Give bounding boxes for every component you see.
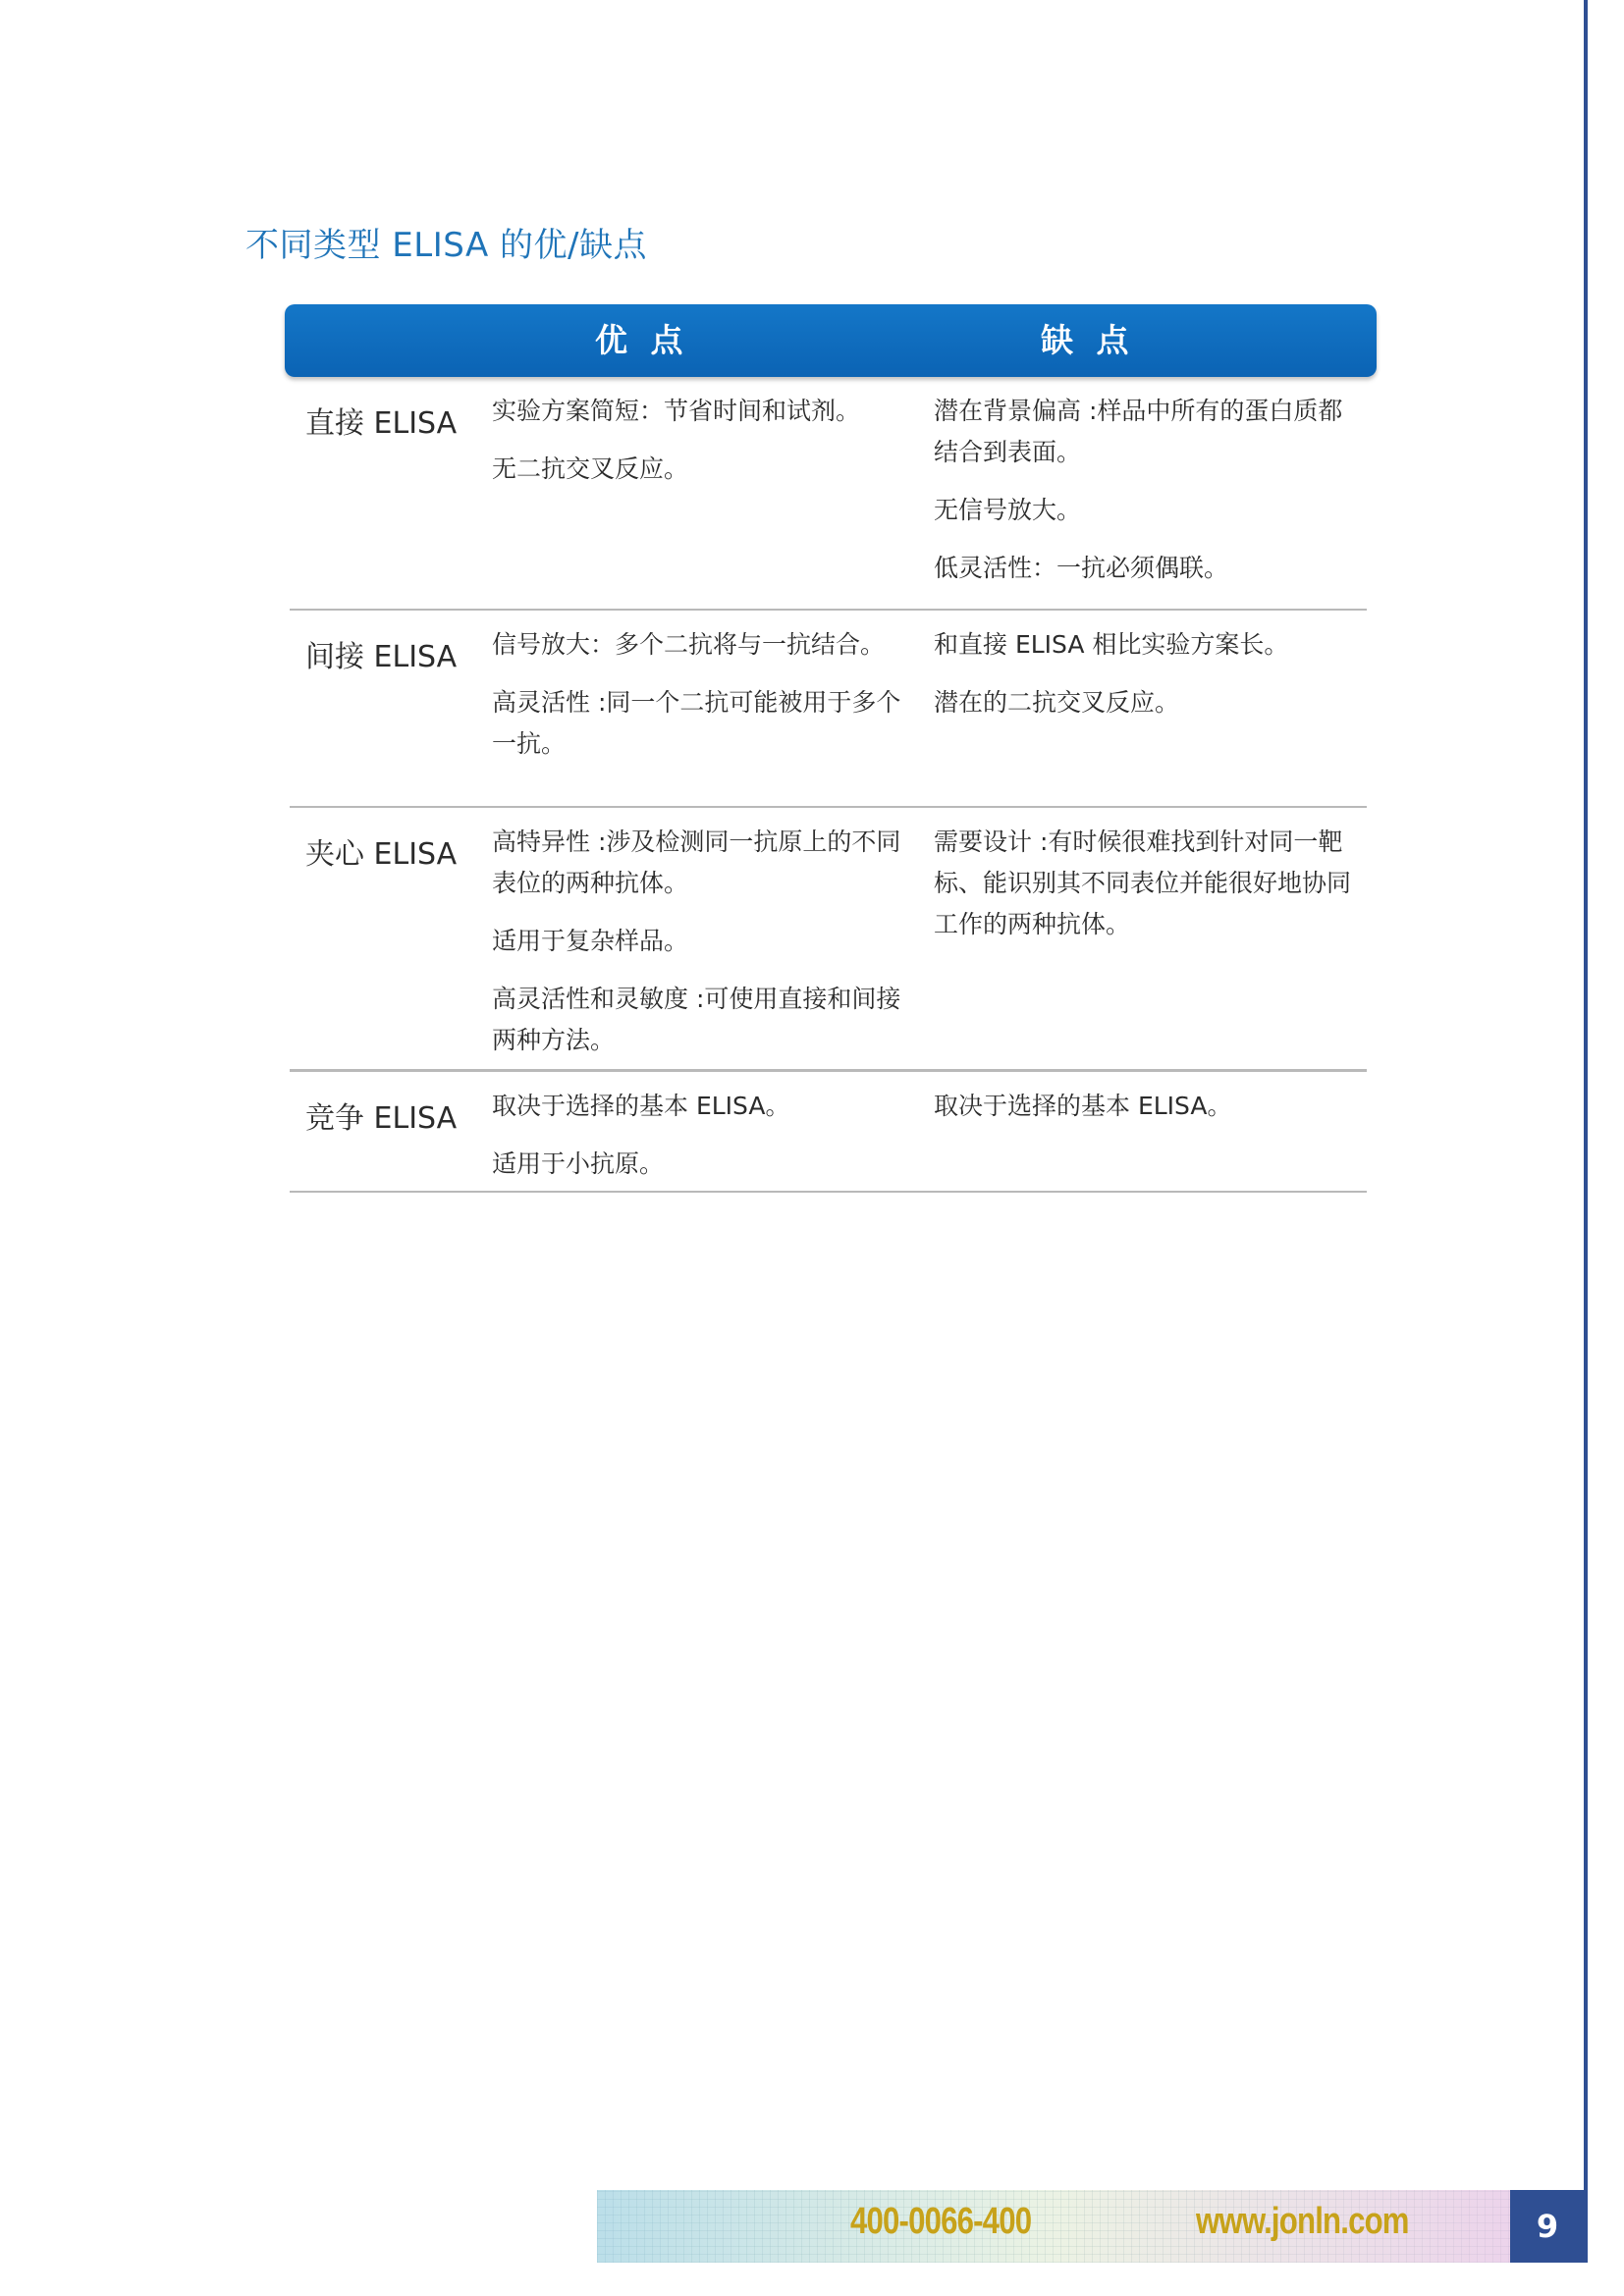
table-row-indirect xyxy=(290,611,1367,808)
pros-cell xyxy=(492,624,914,765)
cons-cell xyxy=(934,391,1356,589)
pros-item: 适用于复杂样品。 xyxy=(492,927,689,955)
cons-item: 低灵活性：一抗必须偶联。 xyxy=(934,554,1229,582)
elisa-type: 竞争 ELISA xyxy=(305,1101,458,1136)
table-row-direct xyxy=(290,377,1367,611)
cons-cell xyxy=(934,624,1356,723)
pros-cell xyxy=(492,391,914,490)
header-cons: 缺 点 xyxy=(1041,321,1135,359)
elisa-type: 夹心 ELISA xyxy=(305,837,458,872)
header-pros: 优 点 xyxy=(595,321,689,359)
cons-item: 潜在背景偏高 :样品中所有的蛋白质都结合到表面。 xyxy=(934,397,1343,466)
page-edge-rule xyxy=(1584,0,1588,2263)
pros-item: 适用于小抗原。 xyxy=(492,1149,665,1178)
pros-item: 取决于选择的基本 ELISA。 xyxy=(492,1092,790,1120)
comparison-table xyxy=(290,377,1367,1193)
pros-item: 高灵活性和灵敏度 :可使用直接和间接两种方法。 xyxy=(492,985,901,1054)
pros-cell xyxy=(492,1086,914,1185)
section-title: 不同类型 ELISA 的优/缺点 xyxy=(245,226,647,265)
cons-item: 和直接 ELISA 相比实验方案长。 xyxy=(934,630,1289,659)
page-number: 9 xyxy=(1510,2190,1585,2263)
pros-item: 高特异性 :涉及检测同一抗原上的不同表位的两种抗体。 xyxy=(492,828,901,897)
pros-item: 高灵活性 :同一个二抗可能被用于多个一抗。 xyxy=(492,688,901,758)
elisa-type: 间接 ELISA xyxy=(305,640,458,674)
pros-item: 实验方案简短：节省时间和试剂。 xyxy=(492,397,861,425)
cons-cell xyxy=(934,822,1356,945)
footer-website: www.jonln.com xyxy=(1196,2201,1409,2242)
table-row-competitive xyxy=(290,1072,1367,1193)
table-header xyxy=(285,304,1377,377)
elisa-type: 直接 ELISA xyxy=(305,406,458,441)
cons-cell xyxy=(934,1086,1356,1127)
footer-phone: 400-0066-400 xyxy=(850,2201,1032,2242)
pros-cell xyxy=(492,822,914,1061)
cons-item: 取决于选择的基本 ELISA。 xyxy=(934,1092,1232,1120)
cons-item: 无信号放大。 xyxy=(934,496,1082,524)
cons-item: 潜在的二抗交叉反应。 xyxy=(934,688,1180,717)
pros-item: 无二抗交叉反应。 xyxy=(492,454,689,483)
pros-item: 信号放大：多个二抗将与一抗结合。 xyxy=(492,630,886,659)
cons-item: 需要设计 :有时候很难找到针对同一靶标、能识别其不同表位并能很好地协同工作的两种抗体。 xyxy=(934,828,1352,938)
table-row-sandwich xyxy=(290,808,1367,1072)
